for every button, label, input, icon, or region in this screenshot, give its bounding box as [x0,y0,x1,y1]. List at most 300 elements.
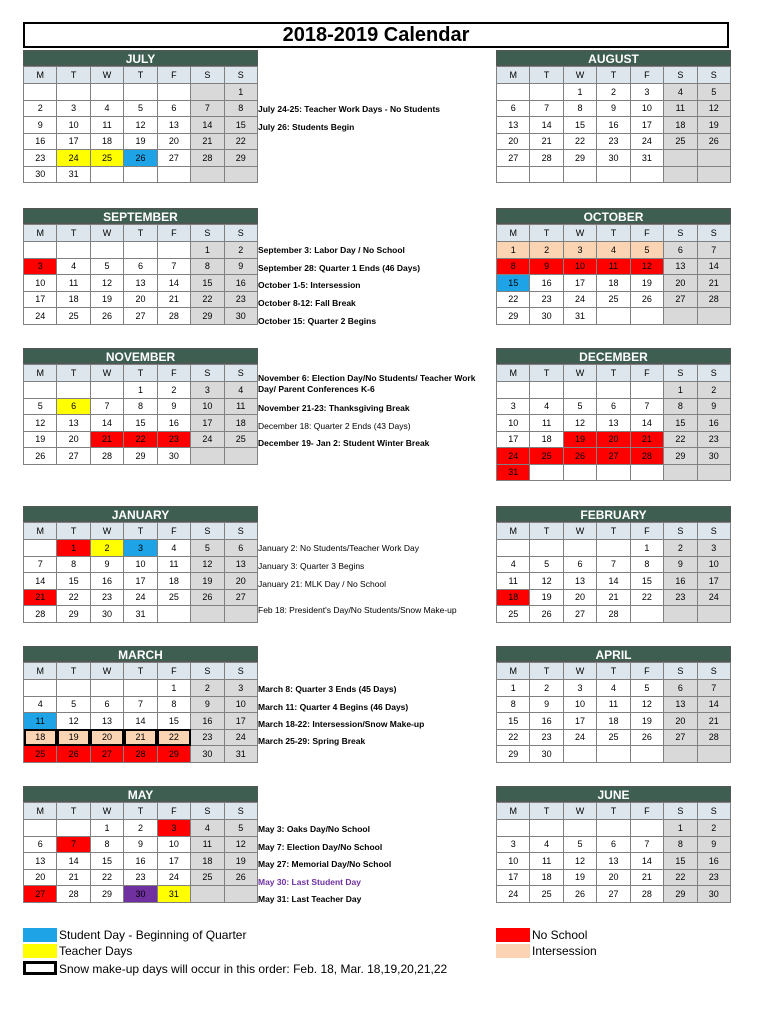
week-row [24,853,258,870]
weekday-header: M [497,803,530,820]
legend-swatch-intersession [496,944,530,958]
month-september [23,208,258,325]
day-cell: 14 [630,415,663,432]
note: May 27: Memorial Day/No School [258,859,392,869]
day-cell: 18 [597,713,630,730]
week-row [24,291,258,308]
day-cell: 4 [530,398,563,415]
day-cell: 12 [563,415,596,432]
day-cell: 4 [597,242,630,259]
week-row [497,100,731,117]
day-cell: 4 [57,258,90,275]
day-cell: 7 [24,556,57,573]
day-cell: 22 [630,589,663,606]
weekday-header: M [497,67,530,84]
weekday-header: T [530,67,563,84]
day-cell: 16 [697,853,730,870]
day-cell: 21 [697,275,730,292]
day-cell: 9 [530,696,563,713]
week-row [24,166,258,183]
week-row [497,836,731,853]
day-cell [530,166,563,183]
day-cell: 7 [697,680,730,697]
weekday-header: S [664,803,697,820]
weekday-header: S [697,523,730,540]
day-cell [157,606,190,623]
day-cell: 19 [563,431,596,448]
day-cell: 4 [497,556,530,573]
month-grid [23,364,258,465]
day-cell: 6 [563,556,596,573]
note: March 18-22: Intersession/Snow Make-up [258,719,425,729]
day-cell: 23 [24,150,57,167]
day-cell: 3 [563,680,596,697]
day-cell: 18 [90,133,123,150]
note: January 21: MLK Day / No School [258,579,387,589]
day-cell: 22 [191,291,224,308]
legend-swatch-teacher-days [23,944,57,958]
day-cell: 2 [530,680,563,697]
day-cell [157,166,190,183]
day-cell: 20 [24,869,57,886]
weekday-header: M [24,523,57,540]
weekday-header: S [191,803,224,820]
day-cell: 30 [530,308,563,325]
day-cell: 25 [157,589,190,606]
day-cell: 3 [191,382,224,399]
day-cell: 5 [24,398,57,415]
day-cell: 29 [497,746,530,763]
day-cell [191,886,224,903]
week-row [24,308,258,325]
day-cell [563,540,596,557]
day-cell: 7 [697,242,730,259]
day-cell: 9 [697,398,730,415]
day-cell: 5 [530,556,563,573]
day-cell: 8 [664,398,697,415]
day-cell: 30 [697,886,730,903]
day-cell [597,166,630,183]
day-cell [497,84,530,101]
day-cell: 27 [597,886,630,903]
day-cell: 20 [664,713,697,730]
weekday-header: M [24,67,57,84]
day-cell: 26 [630,291,663,308]
weekday-header: S [191,365,224,382]
day-cell [664,606,697,623]
weekday-header: S [664,67,697,84]
week-row [497,117,731,134]
day-cell [563,820,596,837]
month-july [23,50,258,183]
month-may [23,786,258,903]
day-cell: 7 [597,556,630,573]
week-row [24,398,258,415]
week-row [497,398,731,415]
month-name: MARCH [23,646,258,662]
day-cell [530,540,563,557]
month-name: OCTOBER [496,208,731,224]
day-cell: 2 [597,84,630,101]
day-cell: 27 [157,150,190,167]
day-cell: 25 [597,729,630,746]
weekday-header: F [630,803,663,820]
month-april [496,646,731,763]
day-cell: 20 [497,133,530,150]
month-grid [496,802,731,903]
day-cell: 7 [90,398,123,415]
weekday-header: T [597,67,630,84]
day-cell: 25 [191,869,224,886]
month-december [496,348,731,481]
week-row [497,713,731,730]
day-cell [630,308,663,325]
day-cell: 16 [530,275,563,292]
day-cell: 4 [224,382,257,399]
week-row [497,869,731,886]
day-cell [563,746,596,763]
weekday-header: F [157,365,190,382]
day-cell: 21 [24,589,57,606]
day-cell: 9 [24,117,57,134]
week-row [497,746,731,763]
week-row [24,415,258,432]
weekday-header: T [597,803,630,820]
day-cell: 11 [530,415,563,432]
day-cell [630,606,663,623]
weekday-header: M [24,663,57,680]
day-cell: 15 [630,573,663,590]
weekday-header: W [563,523,596,540]
day-cell: 24 [157,869,190,886]
day-cell: 18 [57,291,90,308]
day-cell: 26 [124,150,157,167]
day-cell: 3 [697,540,730,557]
weekday-header: F [630,663,663,680]
day-cell [497,166,530,183]
day-cell: 1 [57,540,90,557]
weekday-header: T [124,523,157,540]
day-cell: 3 [24,258,57,275]
day-cell [191,606,224,623]
day-cell: 17 [157,853,190,870]
day-cell: 8 [157,696,190,713]
day-cell: 18 [530,869,563,886]
week-row [24,869,258,886]
day-cell [24,680,57,697]
day-cell: 25 [664,133,697,150]
day-cell: 8 [497,258,530,275]
note: November 21-23: Thanksgiving Break [258,403,410,413]
day-cell: 16 [24,133,57,150]
note: May 7: Election Day/No School [258,842,383,852]
day-cell: 31 [157,886,190,903]
day-cell: 29 [664,886,697,903]
day-cell: 24 [124,589,157,606]
day-cell: 9 [90,556,123,573]
month-february [496,506,731,623]
day-cell [630,746,663,763]
day-cell: 11 [57,275,90,292]
day-cell: 2 [664,540,697,557]
week-row [497,540,731,557]
day-cell [124,84,157,101]
day-cell [157,242,190,259]
day-cell: 2 [224,242,257,259]
day-cell: 21 [57,869,90,886]
day-cell: 28 [24,606,57,623]
day-cell: 16 [124,853,157,870]
month-october [496,208,731,325]
weekday-header: T [597,663,630,680]
day-cell: 17 [191,415,224,432]
day-cell: 10 [57,117,90,134]
day-cell: 2 [530,242,563,259]
legend-student-day: Student Day - Beginning of Quarter [59,928,247,942]
day-cell [664,746,697,763]
day-cell: 16 [664,573,697,590]
day-cell: 5 [563,836,596,853]
day-cell: 25 [530,886,563,903]
day-cell: 16 [157,415,190,432]
weekday-header: S [224,803,257,820]
day-cell: 12 [697,100,730,117]
day-cell: 26 [57,746,90,763]
day-cell: 22 [664,869,697,886]
day-cell: 3 [497,836,530,853]
note: May 3: Oaks Day/No School [258,824,370,834]
day-cell: 24 [697,589,730,606]
day-cell: 10 [157,836,190,853]
day-cell: 6 [224,540,257,557]
day-cell: 14 [697,696,730,713]
day-cell: 13 [24,853,57,870]
day-cell: 8 [90,836,123,853]
day-cell: 8 [224,100,257,117]
day-cell: 31 [124,606,157,623]
day-cell: 12 [191,556,224,573]
note: October 1-5: Intersession [258,280,361,290]
day-cell: 22 [157,729,190,746]
day-cell [224,606,257,623]
day-cell: 13 [664,696,697,713]
weekday-header: T [530,523,563,540]
day-cell: 29 [563,150,596,167]
day-cell: 13 [90,713,123,730]
day-cell: 22 [563,133,596,150]
day-cell: 17 [497,431,530,448]
weekday-header: F [630,67,663,84]
day-cell: 1 [497,242,530,259]
weekday-header: W [563,803,596,820]
legend-swatch-snow [23,961,57,975]
note: December 19- Jan 2: Student Winter Break [258,438,430,448]
weekday-header: M [24,803,57,820]
weekday-header: T [57,663,90,680]
day-cell: 30 [597,150,630,167]
day-cell: 27 [664,291,697,308]
day-cell: 7 [157,258,190,275]
week-row [497,606,731,623]
weekday-header: W [90,225,123,242]
day-cell: 7 [124,696,157,713]
day-cell: 20 [597,431,630,448]
day-cell: 2 [191,680,224,697]
weekday-header: F [630,365,663,382]
day-cell: 5 [191,540,224,557]
day-cell [497,820,530,837]
day-cell [563,464,596,481]
day-cell: 11 [530,853,563,870]
day-cell: 13 [597,415,630,432]
day-cell: 10 [497,415,530,432]
day-cell [124,166,157,183]
weekday-header: T [597,523,630,540]
week-row [497,729,731,746]
day-cell [24,820,57,837]
day-cell: 14 [630,853,663,870]
week-row [497,415,731,432]
weekday-header: S [191,663,224,680]
week-row [497,448,731,465]
day-cell: 8 [191,258,224,275]
day-cell: 3 [630,84,663,101]
day-cell: 10 [563,258,596,275]
weekday-header: M [497,225,530,242]
week-row [24,275,258,292]
day-cell: 16 [224,275,257,292]
day-cell: 30 [157,448,190,465]
day-cell: 31 [497,464,530,481]
day-cell: 31 [57,166,90,183]
week-row [497,431,731,448]
week-row [497,275,731,292]
day-cell: 17 [124,573,157,590]
legend-teacher-days: Teacher Days [59,944,133,958]
day-cell: 4 [24,696,57,713]
day-cell [224,166,257,183]
day-cell [664,464,697,481]
weekday-header: M [24,365,57,382]
day-cell: 24 [563,291,596,308]
day-cell: 21 [630,869,663,886]
day-cell: 4 [157,540,190,557]
week-row [24,242,258,259]
day-cell [57,84,90,101]
day-cell: 10 [563,696,596,713]
weekday-header: W [90,803,123,820]
month-name: MAY [23,786,258,802]
week-row [497,291,731,308]
day-cell: 28 [57,886,90,903]
day-cell: 13 [157,117,190,134]
note: September 28: Quarter 1 Ends (46 Days) [258,263,421,273]
day-cell: 17 [563,713,596,730]
day-cell [697,150,730,167]
month-name: JUNE [496,786,731,802]
day-cell [191,84,224,101]
day-cell: 19 [697,117,730,134]
day-cell: 28 [157,308,190,325]
legend-no-school: No School [532,928,588,942]
day-cell [697,464,730,481]
month-march [23,646,258,763]
day-cell: 25 [24,746,57,763]
legend-snow: Snow make-up days will occur in this order: Feb. 18, Mar. 18,19,20,21,22 [59,962,448,976]
day-cell: 11 [597,696,630,713]
day-cell [24,242,57,259]
weekday-header: T [530,365,563,382]
week-row [24,150,258,167]
day-cell: 1 [630,540,663,557]
day-cell: 23 [664,589,697,606]
weekday-header: S [224,523,257,540]
day-cell: 12 [563,853,596,870]
day-cell: 2 [90,540,123,557]
day-cell: 16 [597,117,630,134]
weekday-header: F [157,225,190,242]
day-cell: 27 [224,589,257,606]
day-cell: 5 [563,398,596,415]
week-row [24,696,258,713]
day-cell [664,150,697,167]
day-cell: 17 [224,713,257,730]
day-cell: 13 [497,117,530,134]
day-cell: 25 [224,431,257,448]
day-cell: 4 [530,836,563,853]
day-cell: 21 [157,291,190,308]
day-cell: 24 [497,448,530,465]
day-cell: 19 [224,853,257,870]
week-row [497,589,731,606]
calendar-title: 2018-2019 Calendar [23,22,729,48]
day-cell: 16 [697,415,730,432]
day-cell: 21 [191,133,224,150]
day-cell: 20 [124,291,157,308]
day-cell: 29 [57,606,90,623]
day-cell: 22 [224,133,257,150]
day-cell: 11 [157,556,190,573]
day-cell: 18 [497,589,530,606]
day-cell: 27 [90,746,123,763]
note: May 30: Last Student Day [258,877,361,887]
day-cell [191,448,224,465]
weekday-header: F [157,663,190,680]
day-cell: 23 [697,869,730,886]
day-cell: 4 [191,820,224,837]
day-cell [90,242,123,259]
day-cell: 26 [224,869,257,886]
weekday-header: S [191,523,224,540]
day-cell: 12 [224,836,257,853]
month-name: JULY [23,50,258,66]
day-cell: 21 [90,431,123,448]
day-cell: 18 [530,431,563,448]
day-cell: 28 [697,291,730,308]
day-cell: 3 [157,820,190,837]
day-cell: 16 [530,713,563,730]
weekday-header: S [697,365,730,382]
month-grid [496,364,731,481]
day-cell: 25 [90,150,123,167]
weekday-header: T [57,365,90,382]
day-cell: 22 [90,869,123,886]
day-cell [630,820,663,837]
day-cell: 24 [563,729,596,746]
weekday-header: S [191,67,224,84]
weekday-header: W [90,663,123,680]
day-cell: 20 [224,573,257,590]
